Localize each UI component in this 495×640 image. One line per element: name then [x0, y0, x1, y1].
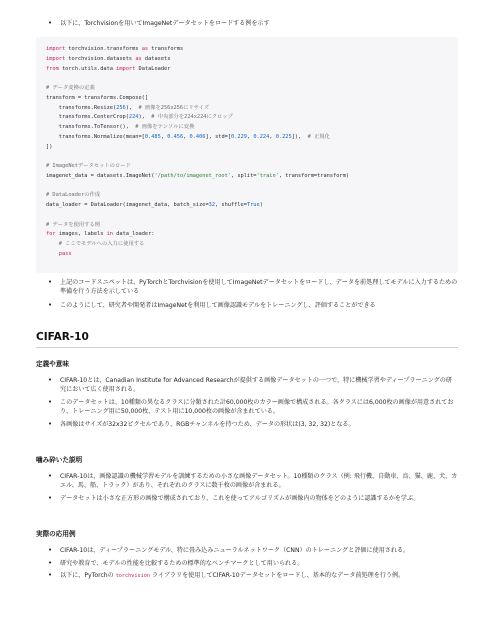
code-token: 0.224 — [253, 133, 270, 140]
code-line — [46, 191, 450, 201]
code-token: , — [160, 133, 168, 140]
code-token: for — [46, 231, 56, 238]
code-line — [46, 133, 450, 143]
code-token: 0.456 — [167, 133, 184, 140]
code-token: ), — [138, 114, 152, 121]
code-token: transforms.Normalize(mean=[ — [46, 133, 145, 140]
code-token: 0.229 — [231, 133, 247, 140]
code-line — [46, 84, 450, 94]
code-token: # データを使用する例 — [46, 221, 101, 228]
code-token: # DataLoaderの作成 — [46, 192, 101, 199]
code-token: ]), — [291, 133, 308, 140]
code-token: '/path/to/imagenet_root' — [154, 172, 231, 179]
code-line — [46, 55, 450, 65]
applications-list — [36, 546, 458, 585]
code-token: transform = transforms.Compose([ — [46, 94, 149, 101]
list-item: • 研究や教育で、モデルの性能を比較するための標準的なベンチマークとして用いられる。 — [36, 559, 458, 568]
code-token: import — [116, 65, 136, 72]
list-item: • CIFAR-10は、画像認識の機械学習モデルを訓練するための小さな画像データセット。10種類のクラス（例: 飛行機、自動車、鳥、猫、鹿、犬、カエル、馬、船、トラック）があり、それぞれのクラスに数千枚の画像が含まれる。 — [36, 472, 458, 491]
code-line — [46, 152, 450, 162]
list-item: • データセットは小さな正方形の画像で構成されており、これを使ってアルゴリズムが画像内の物体をどのように認識するかを学ぶ。 — [36, 494, 458, 503]
simple-explanation-heading: 噛み砕いた説明 — [36, 456, 83, 464]
code-token — [46, 241, 59, 247]
list-item: • 上記のコードスニペットは、PyTorchとTorchvisionを使用してImageNetデータセットをロードし、データを前処理してモデルに入力するための準備を行う方法を示している — [36, 278, 458, 297]
code-token: ), — [125, 104, 139, 111]
code-token: 'train' — [256, 172, 279, 179]
code-line — [46, 240, 450, 250]
code-token: # 中央部分を224x224にクロップ — [151, 114, 233, 121]
cifar-section-title: CIFAR-10 — [36, 331, 89, 343]
applications-heading: 実際の応用例 — [36, 530, 76, 538]
code-token: , — [183, 133, 190, 140]
code-token: from — [46, 65, 59, 72]
list-item: • このデータセットは、10種類の異なるクラスに分類された計60,000枚のカラー画像で構成される。各クラスには6,000枚の画像が用意されており、トレーニング用に50,000枚、テスト用に10,000枚の画像が含まれている。 — [36, 398, 458, 417]
code-line — [46, 74, 450, 84]
code-token: data_loader = DataLoader(imagenet_data, batch_size= — [46, 202, 209, 208]
definition-list — [36, 376, 458, 433]
list-item: • 各画像はサイズが32x32ピクセルであり、RGBチャンネルを持つため、データの形状は(3, 32, 32)となる。 — [36, 420, 458, 429]
intro-list — [36, 19, 456, 28]
code-line — [46, 182, 450, 192]
code-token: ], std=[ — [205, 133, 232, 140]
code-token: , shuffle= — [215, 202, 247, 208]
code-line — [46, 104, 450, 114]
definition-heading: 定義や意味 — [36, 360, 69, 368]
code-token: ]) — [46, 143, 53, 150]
code-token: # 正規化 — [307, 133, 330, 140]
code-token: datasets — [141, 55, 171, 62]
code-token: ) — [259, 202, 263, 208]
list-item: • CIFAR-10は、ディープラーニングモデル、特に畳み込みニューラルネットワーク（CNN）のトレーニングと評価に使用される。 — [36, 546, 458, 555]
after-code-list — [36, 278, 458, 314]
code-token: torch.utils.data — [58, 65, 117, 72]
code-line — [46, 143, 450, 153]
code-line — [46, 230, 450, 240]
list-item: • CIFAR-10とは、Canadian Institute for Advanced Researchが提供する画像データセットの一つで、特に機械学習やディープラーニングの研究において広く使用される。 — [36, 376, 458, 395]
code-line — [46, 94, 450, 104]
code-token: , transform=transform) — [278, 172, 349, 179]
code-token: # 画像をテンソルに変換 — [135, 124, 195, 130]
code-token: imagenet_data = datasets.ImageNet( — [46, 172, 155, 179]
code-token: images, labels — [55, 231, 107, 238]
list-item — [36, 571, 458, 581]
code-token: # 画像を256x256にリサイズ — [138, 104, 210, 111]
code-token: 0.406 — [189, 133, 206, 140]
code-line — [46, 211, 450, 221]
code-token: DataLoader — [135, 65, 171, 72]
code-token: torchvision.transforms — [65, 46, 142, 52]
code-line — [46, 162, 450, 172]
code-token: as — [135, 55, 142, 62]
section-divider — [36, 347, 458, 348]
code-token: # ここでモデルへの入力に使用する — [58, 241, 145, 247]
code-block[interactable] — [36, 37, 458, 273]
code-token: as — [141, 46, 149, 52]
code-line — [46, 172, 450, 182]
intro-bullet: • 以下に、Torchvisionを用いてImageNetデータセットをロードする例を示す — [36, 19, 456, 28]
code-token: , split= — [230, 172, 257, 179]
code-token: 0.485 — [144, 133, 161, 140]
code-line — [46, 250, 450, 260]
code-token: 32 — [208, 202, 216, 208]
code-token: , — [269, 133, 276, 140]
code-token: transforms.ToTensor(), — [46, 124, 136, 130]
code-token: 0.225 — [275, 133, 292, 140]
list-item-text: ライブラリを使用してCIFAR-10データセットをロードし、基本的なデータ前処理を行う例。 — [150, 572, 405, 580]
code-line — [46, 65, 450, 75]
simple-explanation-list — [36, 472, 458, 507]
list-item-text: 以下に、PyTorchの — [60, 572, 116, 580]
code-line — [46, 123, 450, 133]
code-token: , — [246, 133, 254, 140]
code-token: data_loader: — [113, 231, 155, 238]
code-line — [46, 221, 450, 231]
code-token: 256 — [116, 104, 126, 111]
code-token: transforms — [148, 46, 184, 52]
code-token: pass — [58, 250, 72, 257]
code-line — [46, 201, 450, 211]
list-item: • このようにして、研究者や開発者はImageNetを利用して画像認識モデルをトレーニングし、評価することができる — [36, 301, 458, 310]
code-token — [46, 251, 59, 257]
code-token: import — [46, 55, 66, 62]
code-token: 224 — [128, 114, 139, 121]
code-line — [46, 45, 450, 55]
code-token: transforms.Resize( — [46, 104, 117, 111]
inline-code: torchvision — [115, 573, 151, 580]
code-token: torchvision.datasets — [65, 55, 136, 62]
code-token: True — [246, 202, 260, 208]
code-token: # ImageNetデータセットのロード — [46, 163, 131, 169]
code-line — [46, 113, 450, 123]
code-token: import — [46, 46, 66, 52]
code-token: in — [106, 231, 113, 238]
code-token: # データ変換の定義 — [46, 85, 95, 91]
code-token: transforms.CenterCrop( — [46, 114, 129, 121]
